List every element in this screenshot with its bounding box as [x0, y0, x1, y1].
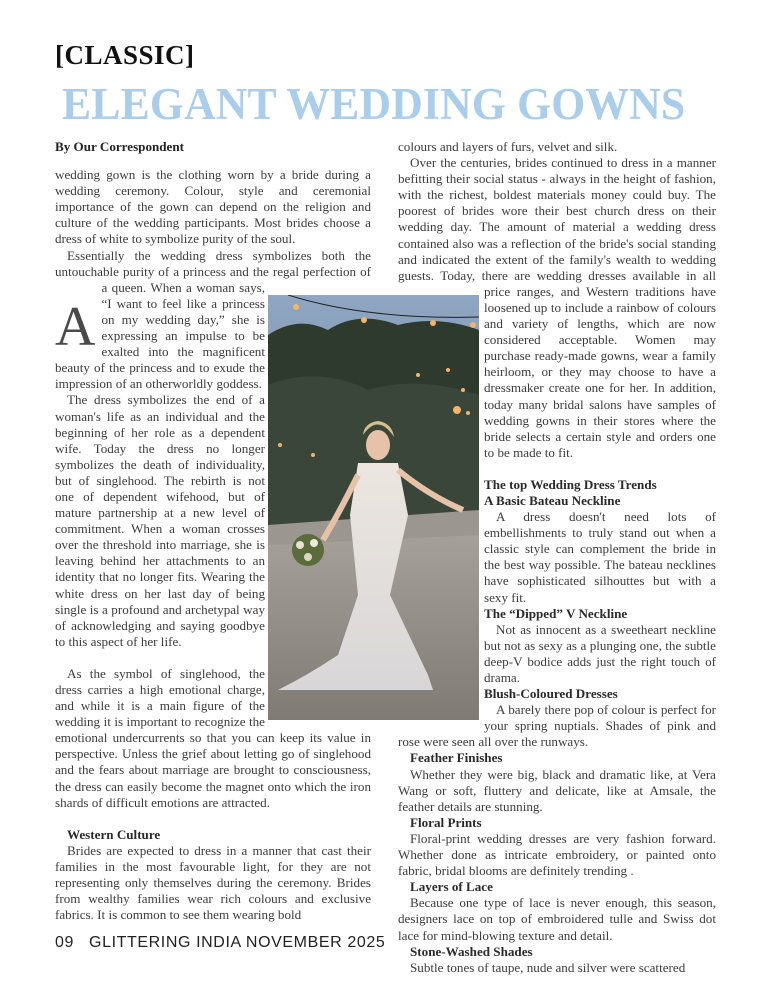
paragraph: The dress symbolizes the end of a woman's life as an individual and the beginning of her role as a dependent wife. Today the dress no longer symbolizes the death of individuality, but of singlehood. The rebirth is not one of dependent wifehood, but of mature partnership at a new level of commitment. When a woman crosses over the threshold into marriage, she is leaving behind her attachments to an identity that no longer fits. Wearing the white dress on her last day of being single is a profound and archetypal way of acknowledging and saying goodbye to this aspect of her life.	[55, 392, 265, 649]
paragraph: Subtle tones of taupe, nude and silver were scattered	[410, 959, 686, 975]
subheading: The top Wedding Dress Trends	[484, 476, 657, 492]
paragraph: Because one type of lace is never enough, this season, designers lace on top of embroidered tulle and Swiss dot lace for mind-blowing texture and detail.	[398, 895, 716, 943]
article-title: ELEGANT WEDDING GOWNS	[62, 79, 686, 129]
subheading: Layers of Lace	[410, 879, 493, 895]
paragraph: Brides are expected to dress in a manner that cast their families in the most favourable light, for they are not representing only themselves during the ceremony. Brides from wealthy families wear rich colours and exclusive fabrics. It is common to see them wearing bold	[55, 842, 371, 923]
paragraph: colours and layers of furs, velvet and silk.	[398, 139, 618, 154]
paragraph: A barely there pop of colour is perfect for your spring nuptials. Shades of pink and rose were seen all over the runways.	[398, 702, 716, 750]
subheading: Feather Finishes	[410, 750, 503, 766]
paragraph: Floral-print wedding dresses are very fashion forward. Whether done as intricate embroidery, or painted onto fabric, bridal blooms are definitely trending .	[398, 830, 716, 879]
paragraph: Whether they were big, black and dramatic like, at Vera Wang or soft, fluttery and delicate, like at Amsale, the feather details are stunning.	[398, 766, 716, 814]
subheading: The “Dipped” V Neckline	[484, 605, 628, 621]
subheading: Blush-Coloured Dresses	[484, 686, 618, 702]
subheading: Stone-Washed Shades	[410, 943, 533, 959]
subheading: Floral Prints	[410, 814, 482, 830]
paragraph: Essentially the wedding dress symbolizes both the untouchable purity of a princess and the regal perfection of a queen. When a woman says, “I want to feel like a princess on my wedding day,” she is expressing an impulse to be exalted into the magnificent beauty of the princess and to exude the impression of an otherworldly goddess.	[55, 247, 371, 392]
bride-photo	[268, 295, 479, 720]
subheading: A Basic Bateau Neckline	[484, 492, 621, 508]
subheading: Western Culture	[67, 826, 161, 842]
paragraph: Not as innocent as a sweetheart neckline but not as sexy as a plunging one, the subtle deep-V bodice adds just the right touch of drama.	[484, 621, 716, 685]
page-number: 09	[55, 934, 74, 951]
byline: By Our Correspondent	[55, 139, 185, 154]
paragraph: Over the centuries, brides continued to dress in a manner befitting their social status - always in the height of fashion, with the richest, boldest materials money could buy. The poorest of brides wore their best church dress on their wedding day. The amount of material a wedding dress contained also was a reflection of the bride's social standing and indicated the extent of the family's wealth to wedding guests. Today, there are wedding dresses available in all price ranges, and Western traditions have loosened up to include a rainbow of colours and variety of lengths, which are now considered acceptable. Women may purchase ready-made gowns, wear a family heirloom, or they may choose to have a dressmaker create one for her. In addition, today many bridal salons have samples of wedding gowns in their stores where the bride selects a certain style and orders one to be made to fit.	[398, 155, 716, 460]
drop-cap: A	[55, 296, 96, 358]
paragraph: A dress doesn't need lots of embellishments to truly stand out when a classic style can complement the bride in the best way possible. The bateau necklines have sophisticated silhouttes but with a sexy fit.	[484, 509, 716, 605]
paragraph: As the symbol of singlehood, the dress carries a high emotional charge, and while it is a main figure of the wedding it is important to recognize the emotional undercurrents so that you can keep its value in perspective. Unless the grief about letting go of singlehood and the fears about marriage are brought to consciousness, the dress can easily become the magnet onto which the iron shards of difficult emotions are attracted.	[55, 665, 371, 810]
section-label: [CLASSIC]	[55, 40, 195, 70]
intro-text: wedding gown is the clothing worn by a bride during a wedding ceremony. Colour, style and ceremonial importance of the gown can depend on the religion and culture of the wedding participants. Most brides choose a dress of white to symbolize purity of the soul.	[55, 167, 371, 247]
page-footer	[55, 934, 385, 952]
publication-name: GLITTERING INDIA NOVEMBER 2025	[89, 934, 386, 951]
